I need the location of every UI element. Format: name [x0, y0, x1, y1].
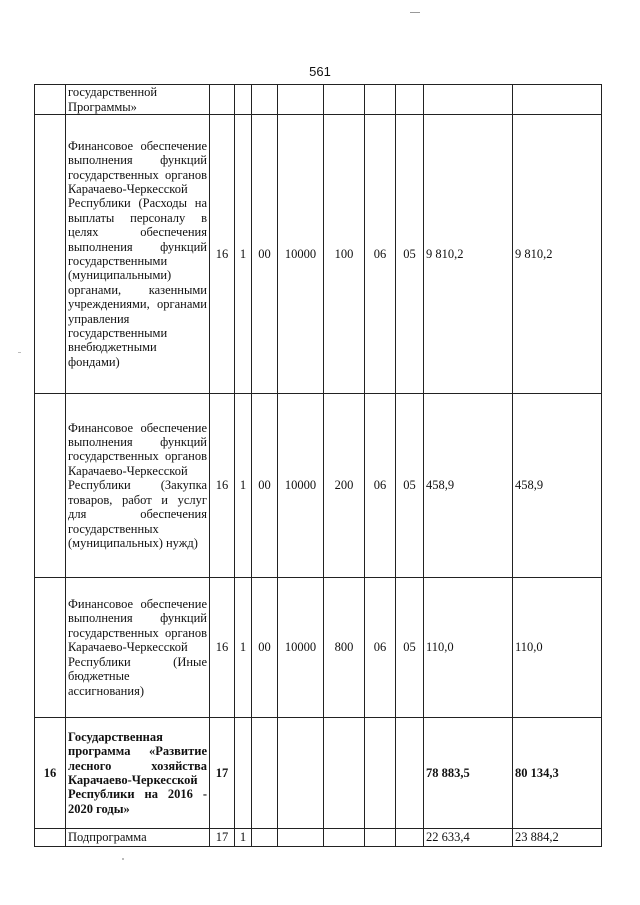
amount-2	[513, 85, 602, 115]
code-col5: 200	[324, 394, 365, 578]
code-col6	[365, 829, 396, 847]
amount-2: 9 810,2	[513, 115, 602, 394]
amount-1: 458,9	[424, 394, 513, 578]
code-col5: 800	[324, 578, 365, 718]
table-row	[35, 578, 602, 718]
amount-2: 23 884,2	[513, 829, 602, 847]
code-col1: 17	[210, 718, 235, 829]
code-col5	[324, 829, 365, 847]
page-number: 561	[309, 64, 331, 79]
row-name: Государственная программа «Развитие лесного хозяйства Карачаево-Черкесской Республики на 2016 - 2020 годы»	[66, 718, 210, 829]
row-index	[35, 829, 66, 847]
table-row	[35, 115, 602, 394]
code-col2	[235, 718, 252, 829]
amount-1: 22 633,4	[424, 829, 513, 847]
amount-1: 78 883,5	[424, 718, 513, 829]
code-col4	[278, 85, 324, 115]
row-name: государственной Программы»	[66, 85, 210, 115]
code-col6: 06	[365, 578, 396, 718]
code-col3: 00	[252, 394, 278, 578]
code-col7: 05	[396, 115, 424, 394]
code-col7: 05	[396, 394, 424, 578]
code-col3: 00	[252, 578, 278, 718]
code-col4: 10000	[278, 115, 324, 394]
row-name: Финансовое обеспечение выполнения функций государственных органов Карачаево-Черкесской Республики (Закупка товаров, работ и услуг для обеспечения государственных (муниципальных) нужд)	[66, 394, 210, 578]
code-col1: 16	[210, 115, 235, 394]
amount-2: 110,0	[513, 578, 602, 718]
scan-artifact	[122, 858, 124, 860]
code-col3	[252, 829, 278, 847]
code-col7	[396, 718, 424, 829]
code-col2: 1	[235, 115, 252, 394]
code-col6	[365, 718, 396, 829]
code-col5	[324, 718, 365, 829]
code-col3	[252, 718, 278, 829]
code-col4	[278, 829, 324, 847]
row-index	[35, 115, 66, 394]
row-index: 16	[35, 718, 66, 829]
amount-1: 110,0	[424, 578, 513, 718]
row-index	[35, 85, 66, 115]
amount-1: 9 810,2	[424, 115, 513, 394]
table-row	[35, 85, 602, 115]
code-col4	[278, 718, 324, 829]
amount-2: 458,9	[513, 394, 602, 578]
code-col2	[235, 85, 252, 115]
code-col1: 17	[210, 829, 235, 847]
table-row	[35, 718, 602, 829]
code-col1: 16	[210, 578, 235, 718]
code-col5: 100	[324, 115, 365, 394]
code-col7	[396, 829, 424, 847]
code-col2: 1	[235, 394, 252, 578]
code-col1	[210, 85, 235, 115]
code-col6: 06	[365, 394, 396, 578]
row-name: Подпрограмма	[66, 829, 210, 847]
code-col1: 16	[210, 394, 235, 578]
row-index	[35, 394, 66, 578]
code-col2: 1	[235, 829, 252, 847]
amount-2: 80 134,3	[513, 718, 602, 829]
row-name: Финансовое обеспечение выполнения функций государственных органов Карачаево-Черкесской Республики (Иные бюджетные ассигнования)	[66, 578, 210, 718]
code-col6	[365, 85, 396, 115]
code-col7: 05	[396, 578, 424, 718]
code-col4: 10000	[278, 394, 324, 578]
code-col4: 10000	[278, 578, 324, 718]
code-col3: 00	[252, 115, 278, 394]
scan-artifact	[18, 352, 21, 353]
code-col5	[324, 85, 365, 115]
table-row	[35, 394, 602, 578]
budget-table	[34, 84, 602, 847]
row-name: Финансовое обеспечение выполнения функций государственных органов Карачаево-Черкесской Республики (Расходы на выплаты персоналу в целях обеспечения выполнения функций государственными (муниципальными) органами, казенными учреждениями, органами управления государственными внебюджетными фондами)	[66, 115, 210, 394]
row-index	[35, 578, 66, 718]
table-row	[35, 829, 602, 847]
code-col6: 06	[365, 115, 396, 394]
code-col3	[252, 85, 278, 115]
code-col2: 1	[235, 578, 252, 718]
scan-artifact	[410, 12, 420, 13]
code-col7	[396, 85, 424, 115]
amount-1	[424, 85, 513, 115]
